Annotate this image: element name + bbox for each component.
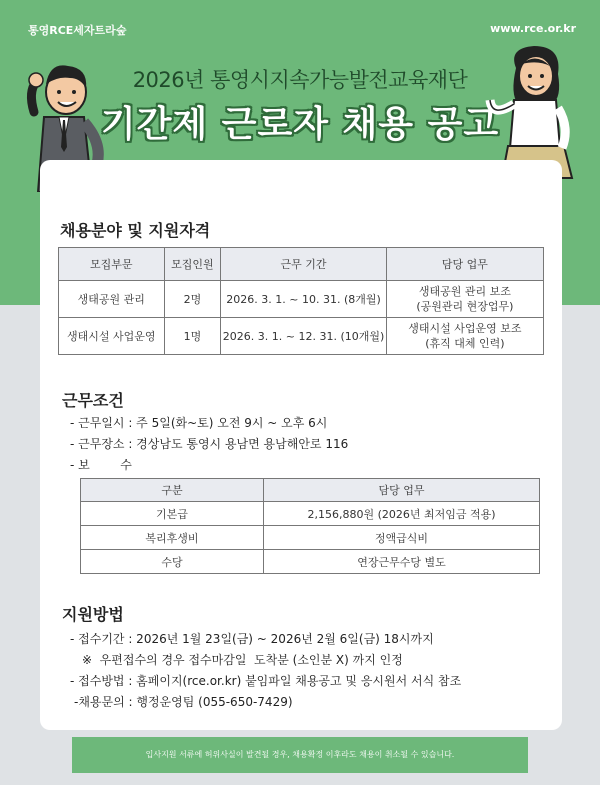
dept-cell: 생태공원 관리 — [59, 281, 165, 318]
period-cell: 2026. 3. 1. ~ 10. 31. (8개월) — [221, 281, 386, 318]
work-hours-line: - 근무일시 : 주 5일(화~토) 오전 9시 ~ 오후 6시 — [70, 416, 328, 430]
footer-notice: 입사지원 서류에 허위사실이 발견될 경우, 채용확정 이후라도 채용이 취소될 수 있습니다. — [72, 737, 528, 773]
apply-period-line: - 접수기간 : 2026년 1월 23일(금) ~ 2026년 2월 6일(금) 18시까지 — [70, 632, 434, 646]
column-header: 모집인원 — [164, 248, 221, 281]
section-title-recruitment: 채용분야 및 지원자격 — [60, 221, 211, 240]
duty-line: 생태시설 사업운영 보조 — [408, 322, 522, 335]
page-title: 기간제 근로자 채용 공고 — [100, 104, 500, 145]
salary-line: - 보 수 — [70, 458, 132, 472]
duty-cell — [386, 281, 543, 318]
count-cell: 1명 — [164, 318, 221, 355]
duty-line: (공원관리 현장업무) — [416, 300, 514, 313]
section-title-apply: 지원방법 — [62, 605, 124, 624]
table-row — [59, 281, 544, 318]
pay-value: 2,156,880원 (2026년 최저임금 적용) — [264, 502, 540, 526]
apply-method-line: - 접수방법 : 홈페이지(rce.or.kr) 붙임파일 채용공고 및 응시원서 서식 참조 — [70, 674, 462, 688]
pay-label: 복리후생비 — [81, 526, 264, 550]
column-header: 모집부문 — [59, 248, 165, 281]
column-header: 담당 업무 — [386, 248, 543, 281]
duty-cell — [386, 318, 543, 355]
recruitment-table — [58, 247, 544, 355]
pay-label: 기본급 — [81, 502, 264, 526]
dept-cell: 생태시설 사업운영 — [59, 318, 165, 355]
postal-note-line: ※ 우편접수의 경우 접수마감일 도착분 (소인분 X) 까지 인정 — [82, 653, 403, 667]
brand-label: 통영RCE세자트라숲 — [28, 24, 127, 37]
table-row — [81, 526, 540, 550]
count-cell: 2명 — [164, 281, 221, 318]
table-row — [81, 550, 540, 574]
column-header: 담당 업무 — [264, 479, 540, 502]
table-row — [81, 502, 540, 526]
duty-line: 생태공원 관리 보조 — [418, 285, 511, 298]
table-row — [59, 318, 544, 355]
duty-line: (휴직 대체 인력) — [425, 337, 505, 350]
period-cell: 2026. 3. 1. ~ 12. 31. (10개월) — [221, 318, 386, 355]
column-header: 구분 — [81, 479, 264, 502]
contact-line: -채용문의 : 행정운영팀 (055-650-7429) — [74, 695, 293, 709]
pay-label: 수당 — [81, 550, 264, 574]
pay-table — [80, 478, 540, 574]
pay-value: 정액급식비 — [264, 526, 540, 550]
section-title-conditions: 근무조건 — [62, 391, 124, 410]
work-place-line: - 근무장소 : 경상남도 통영시 용남면 용남해안로 116 — [70, 437, 349, 451]
column-header: 근무 기간 — [221, 248, 386, 281]
pay-value: 연장근무수당 별도 — [264, 550, 540, 574]
website-url[interactable]: www.rce.or.kr — [490, 22, 576, 35]
page-subtitle: 2026년 통영시지속가능발전교육재단 — [132, 68, 468, 92]
